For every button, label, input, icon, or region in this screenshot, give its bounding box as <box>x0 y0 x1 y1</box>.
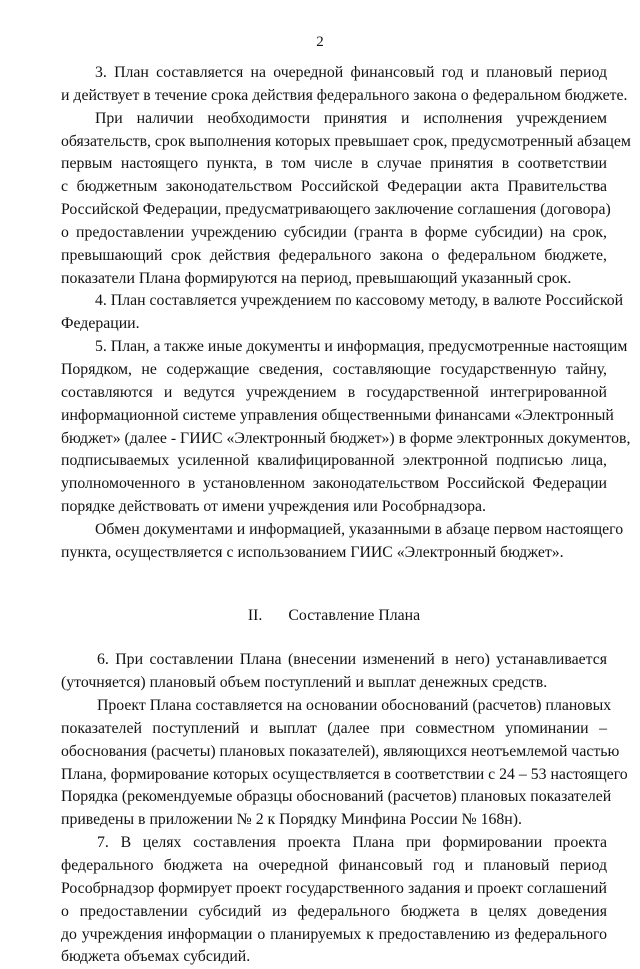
text-line: бюджета объемах субсидий. <box>61 948 251 966</box>
text-line: информационной системе управления общественными финансами «Электронный <box>61 406 614 424</box>
text-line: и действует в течение срока действия федерального закона о федеральном бюджете. <box>61 86 628 104</box>
text-line: 6. При составлении Плана (внесении изменений в него) устанавливается <box>97 651 607 669</box>
text-line: пункта, осуществляется с использованием ГИИС «Электронный бюджет». <box>61 543 564 561</box>
text-line: порядке действовать от имени учреждения или Рособрнадзора. <box>61 498 486 516</box>
text-line: Федерации. <box>61 315 140 333</box>
text-line: Обмен документами и информацией, указанными в абзаце первом настоящего <box>95 520 624 538</box>
text-block-before-heading <box>61 62 631 565</box>
text-line: о предоставлении учреждению субсидии (гранта в форме субсидии) на срок, <box>61 223 607 241</box>
page-number: 2 <box>316 34 324 50</box>
text-line: уполномоченного в установленном законодательством Российской Федерации <box>61 475 607 493</box>
text-line: Рособрнадзор формирует проект государственного задания и проект соглашений <box>61 879 607 897</box>
section-number: II. <box>247 606 263 624</box>
text-line: Проект Плана составляется на основании обоснований (расчетов) плановых <box>97 697 612 715</box>
text-line: При наличии необходимости принятия и исполнения учреждением <box>95 109 607 127</box>
section-title: Составление Плана <box>288 606 421 624</box>
text-line: с бюджетным законодательством Российской Федерации акта Правительства <box>61 178 607 196</box>
text-line: 3. План составляется на очередной финансовый год и плановый период <box>95 64 607 81</box>
text-line: показатели Плана формируются на период, превышающий указанный срок. <box>61 269 572 287</box>
text-line: обязательств, срок выполнения которых превышает срок, предусмотренный абзацем <box>61 132 631 150</box>
text-line: подписываемых усиленной квалифицированной электронной подписью лица, <box>61 452 607 470</box>
text-line: показателей поступлений и выплат (далее при совместном упоминании – <box>61 719 607 737</box>
text-line: Порядком, не содержащие сведения, составляющие государственную тайну, <box>61 360 607 378</box>
text-line: Порядка (рекомендуемые образцы обоснований (расчетов) плановых показателей <box>61 788 612 806</box>
text-line: обоснования (расчеты) плановых показателей), являющихся неотъемлемой частью <box>61 742 620 760</box>
text-line: до учреждения информации о планируемых к предоставлению из федерального <box>61 925 607 943</box>
text-line: первым настоящего пункта, в том числе в случае принятия в соответствии <box>61 155 607 173</box>
section-heading <box>61 605 607 628</box>
text-block-after-heading <box>61 649 628 969</box>
text-line: 7. В целях составления проекта Плана при формировании проекта <box>97 834 607 852</box>
text-line: 4. План составляется учреждением по кассовому методу, в валюте Российской <box>95 292 624 310</box>
spacer <box>61 627 607 649</box>
text-line: приведены в приложении № 2 к Порядку Минфина России № 168н). <box>61 811 522 829</box>
text-line: составляются и ведутся учреждением в государственной интегрированной <box>61 383 607 401</box>
text-line: (уточняется) плановый объем поступлений и выплат денежных средств. <box>61 674 548 692</box>
text-line: о предоставлении субсидий из федерального бюджета в целях доведения <box>61 902 607 920</box>
document-body <box>61 62 631 969</box>
text-line: Российской Федерации, предусматривающего заключение соглашения (договора) <box>61 201 611 219</box>
text-line: Плана, формирование которых осуществляется в соответствии с 24 – 53 настоящего <box>61 765 628 783</box>
text-line: федерального бюджета на очередной финансовый год и плановый период <box>61 857 607 874</box>
text-line: бюджет» (далее - ГИИС «Электронный бюджет») в форме электронных документов, <box>61 429 631 447</box>
spacer <box>61 565 607 605</box>
text-line: превышающий срок действия федерального закона о федеральном бюджете, <box>61 246 607 264</box>
text-line: 5. План, а также иные документы и информация, предусмотренные настоящим <box>95 338 628 356</box>
